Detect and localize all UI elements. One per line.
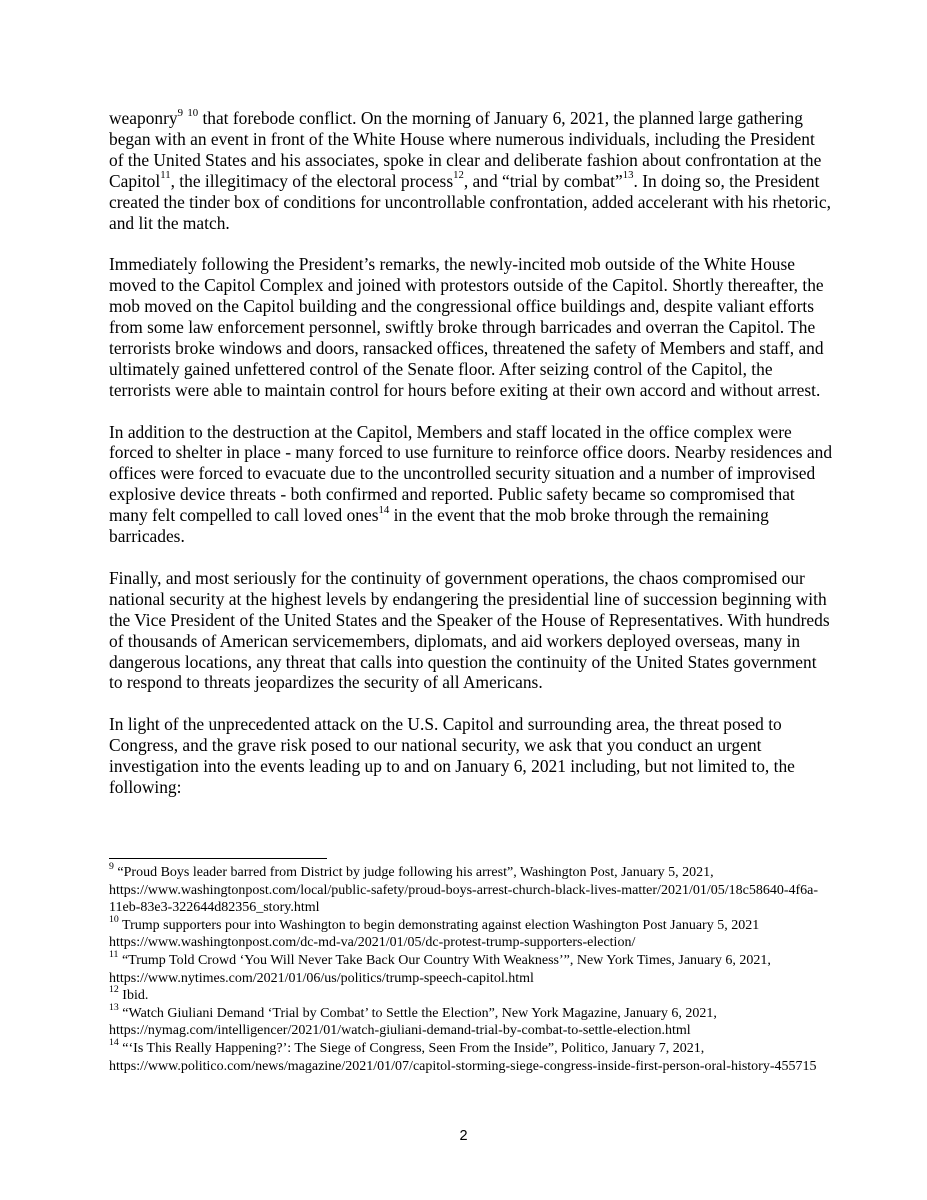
footnote-reference: 9 — [177, 106, 183, 119]
footnotes — [109, 860, 833, 1075]
paragraph-text: In light of the unprecedented attack on the U.S. Capitol and surrounding area, the threat posed to Congress, and the grave risk posed to our national security, we ask that you conduct an urgent investigation into the events leading up to and on January 6, 2021 including, but not limited to, the following: — [109, 714, 795, 797]
page-number: 2 — [459, 1128, 468, 1144]
footnote-text: “‘Is This Really Happening?’: The Siege of Congress, Seen From the Inside”, Politico, January 7, 2021, https://www.politico.com/news/magazine/2021/01/07/capitol-storming-siege-congress-inside-first-person-oral-history-455715 — [109, 1040, 817, 1074]
footnote — [109, 1036, 833, 1075]
footnote — [109, 984, 833, 1005]
paragraph-text: Finally, and most seriously for the continuity of government operations, the chaos compromised our national security at the highest levels by endangering the presidential line of succession beginning with the Vice President of the United States and the Speaker of the House of Representatives. With hundreds of thousands of American servicemembers, diplomats, and aid workers deployed overseas, many in dangerous locations, any threat that calls into question the continuity of the United States government to respond to threats jeopardizes the security of all Americans. — [109, 567, 830, 693]
paragraph-text: , the illegitimacy of the electoral process — [170, 170, 454, 191]
footnote-number: 13 — [109, 1001, 119, 1013]
footnote-number: 12 — [109, 984, 119, 996]
footnote-separator — [109, 858, 327, 859]
footnote-reference: 11 — [160, 169, 171, 182]
paragraph-text: that forebode conflict. On the morning of January 6, 2021, the planned large gathering began with an event in front of the White House where numerous individuals, including the President of the United States and his associates, spoke in clear and deliberate fashion about confrontation at the Capitol — [109, 108, 822, 191]
body-paragraph — [109, 108, 833, 233]
body-paragraph — [109, 714, 833, 798]
footnote-text: Trump supporters pour into Washington to begin demonstrating against election Washington Post January 5, 2021 https://www.washingtonpost.com/dc-md-va/2021/01/05/dc-protest-trump-supporters-election/ — [109, 917, 760, 951]
footnote-reference: 13 — [622, 169, 634, 182]
footnote — [109, 1001, 833, 1040]
footnote-reference: 10 — [187, 106, 199, 119]
paragraph-text: In addition to the destruction at the Capitol, Members and staff located in the office complex were forced to shelter in place - many forced to use furniture to reinforce office doors. Nearby residences and offices were forced to evacuate due to the uncontrolled security situation and a number of improvised explosive device threats - both confirmed and reported. Public safety became so compromised that many felt compelled to call loved ones — [109, 421, 833, 526]
body-paragraph — [109, 254, 833, 400]
footnote-text: “Proud Boys leader barred from District by judge following his arrest”, Washington Post, January 5, 2021, https://www.washingtonpost.com/local/public-safety/proud-boys-arrest-church-black-lives-matter/2021/01/05/18c58640-4f6a-11eb-83e3-322644d82356_story.html — [109, 865, 819, 916]
footnote-text: “Trump Told Crowd ‘You Will Never Take Back Our Country With Weakness’”, New York Times, January 6, 2021, https://www.nytimes.com/2021/01/06/us/politics/trump-speech-capitol.html — [109, 952, 771, 986]
paragraph-text: weaponry — [109, 108, 178, 128]
footnote-reference: 14 — [378, 503, 390, 516]
footnote — [109, 913, 833, 952]
body-paragraph — [109, 422, 833, 547]
footnote-reference: 12 — [453, 169, 464, 182]
footnote-number: 9 — [109, 860, 114, 872]
footnote-text: “Watch Giuliani Demand ‘Trial by Combat’ to Settle the Election”, New York Magazine, January 6, 2021, https://nymag.com/intelligencer/2021/01/watch-giuliani-demand-trial-by-combat-to-settle-election.html — [109, 1005, 717, 1039]
footnote-text: Ibid. — [118, 988, 149, 1004]
paragraph-text: . In doing so, the President created the tinder box of conditions for uncontrollable confrontation, added accelerant with his rhetoric, and lit the match. — [109, 170, 831, 233]
footnote-number: 11 — [109, 948, 119, 960]
footnote-number: 10 — [109, 913, 119, 925]
paragraph-text: , and “trial by combat” — [463, 170, 623, 191]
body-paragraph — [109, 568, 833, 693]
footnote — [109, 948, 833, 987]
paragraph-text: Immediately following the President’s remarks, the newly-incited mob outside of the White House moved to the Capitol Complex and joined with protestors outside of the Capitol. Shortly thereafter, the mob moved on the Capitol building and the congressional office buildings and, despite valiant efforts from some law enforcement personnel, swiftly broke through barricades and overran the Capitol. The terrorists broke windows and doors, ransacked offices, threatened the safety of Members and staff, and ultimately gained unfettered control of the Senate floor. After seizing control of the Capitol, the terrorists were able to maintain control for hours before exiting at their own accord and without arrest. — [109, 254, 824, 400]
paragraph-text: in the event that the mob broke through the remaining barricades. — [109, 505, 769, 547]
footnote-number: 14 — [109, 1036, 119, 1048]
letter-body — [109, 108, 833, 819]
footnote — [109, 860, 833, 917]
